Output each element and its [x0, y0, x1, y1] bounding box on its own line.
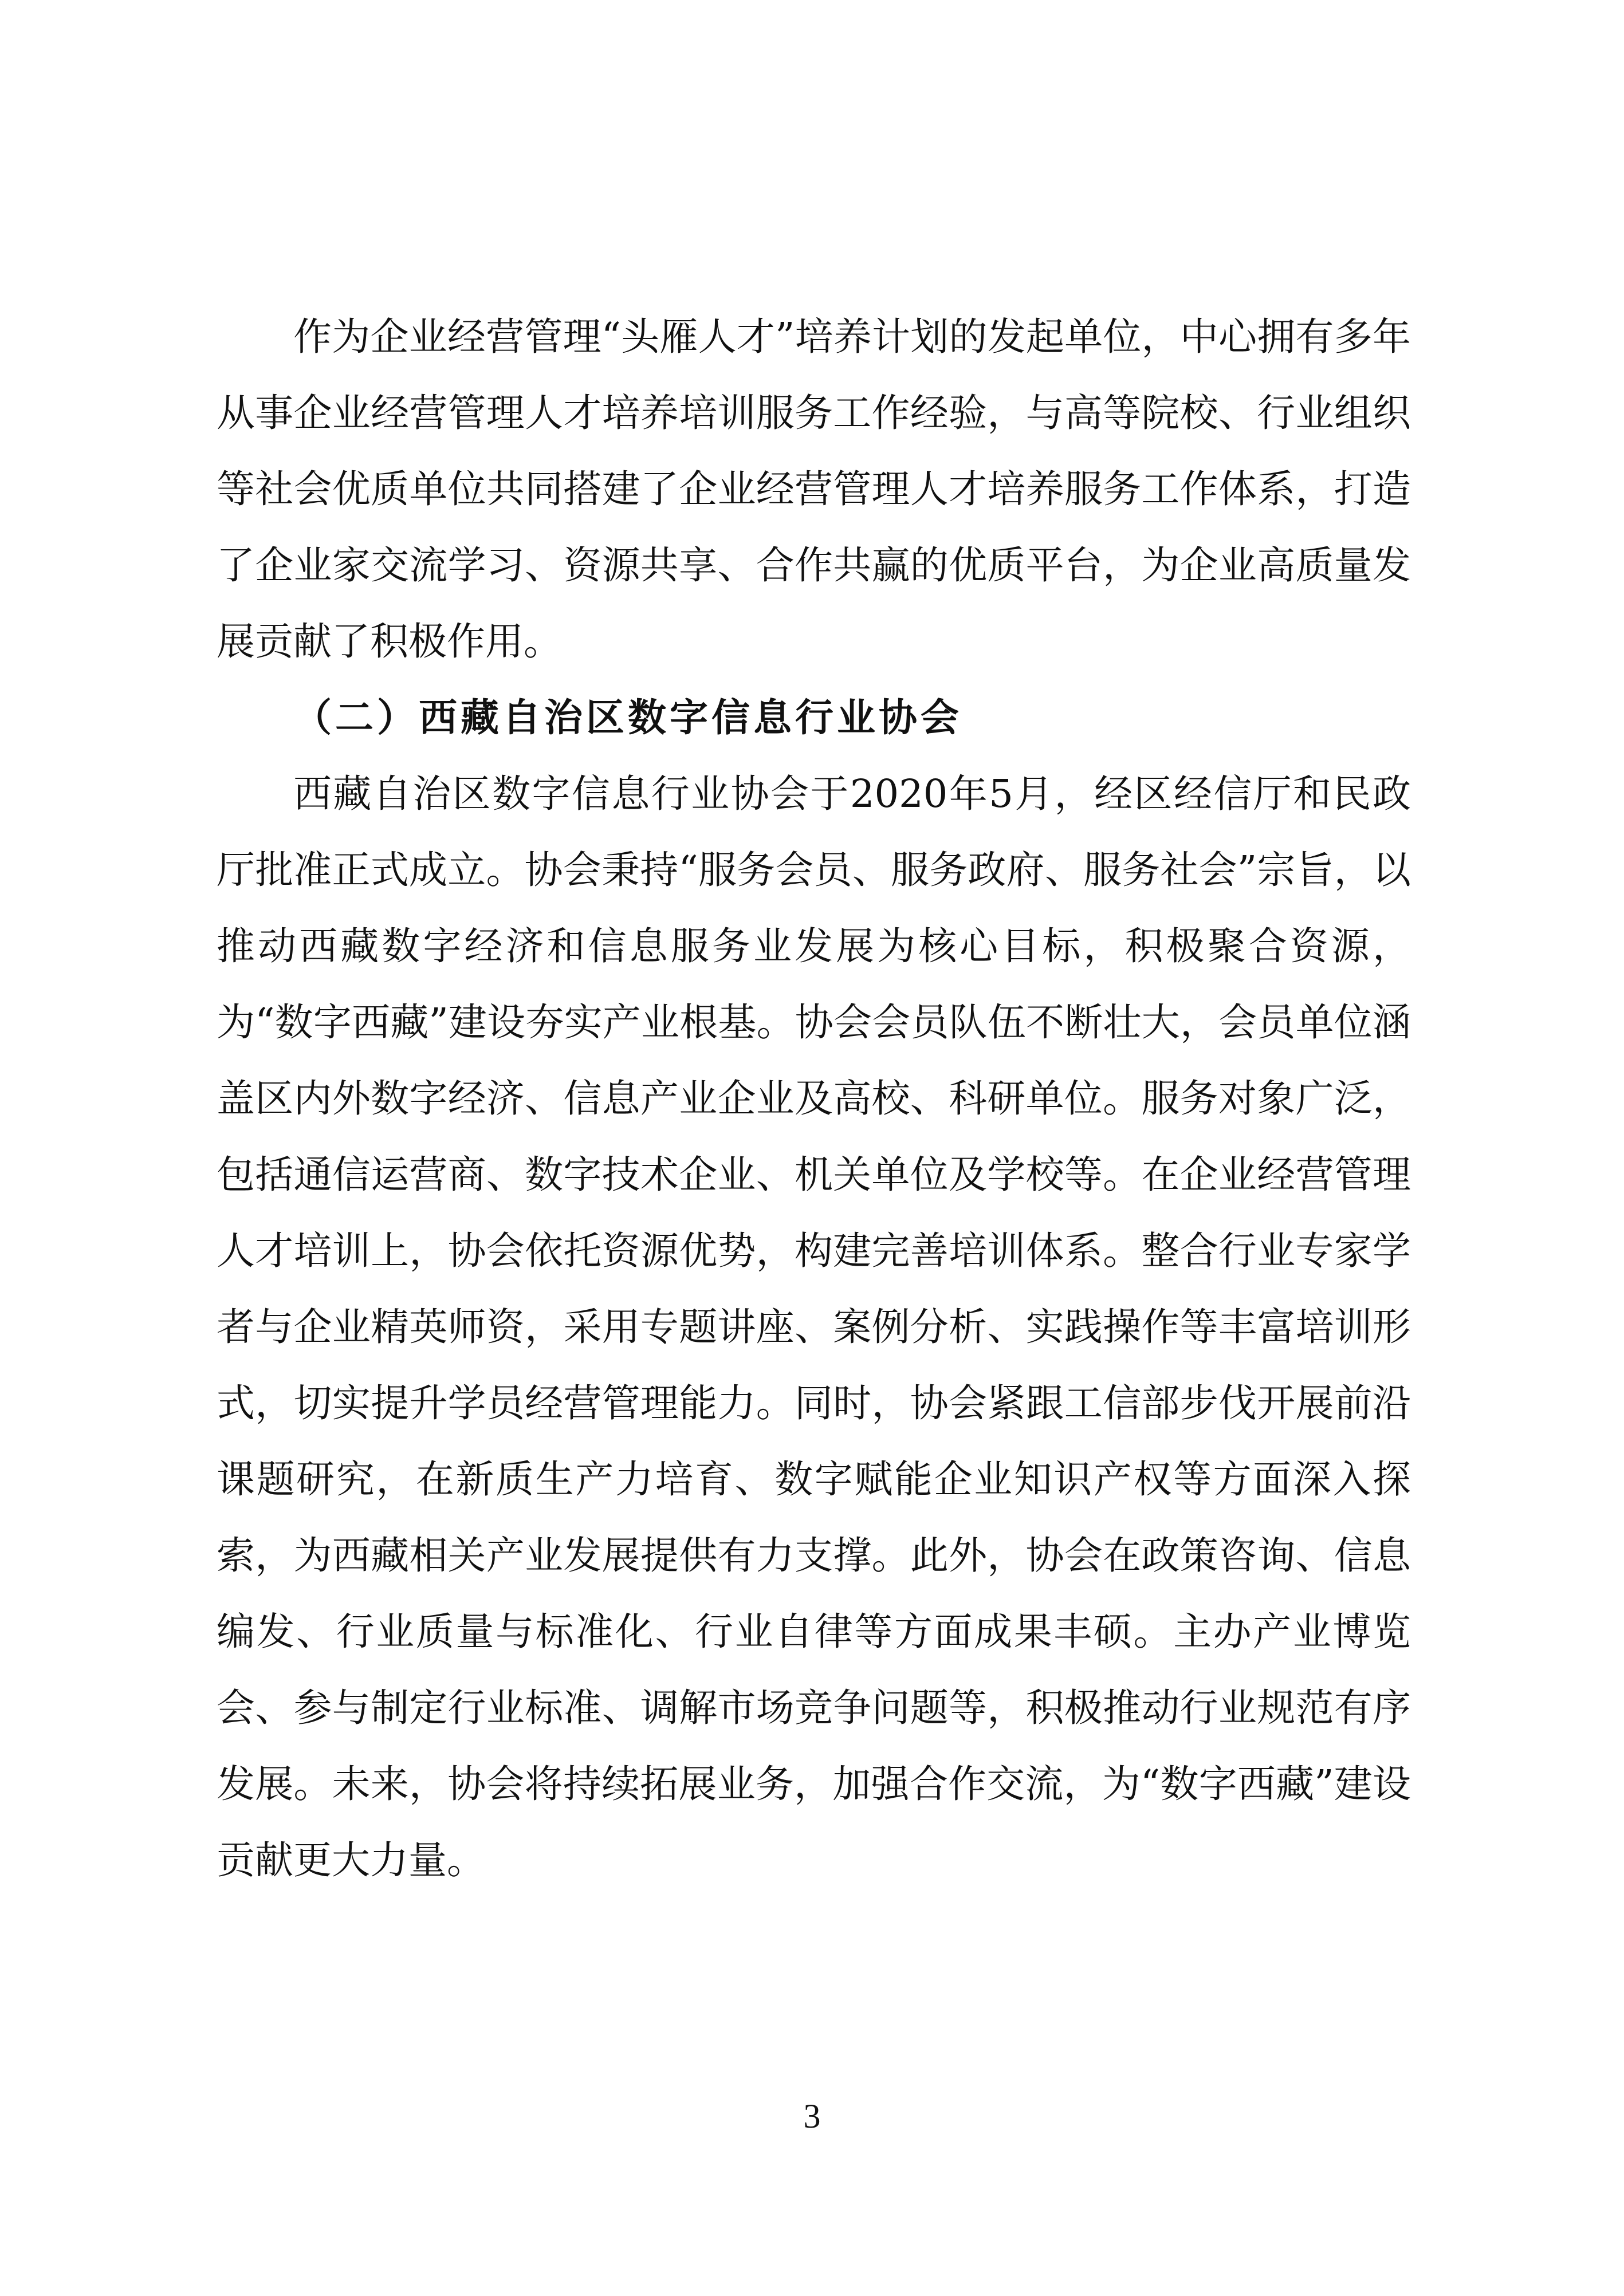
page-number: 3: [803, 2097, 821, 2135]
document-body: [217, 299, 1411, 1899]
intro-paragraph: 作为企业经营管理“头雁人才”培养计划的发起单位，中心拥有多年从事企业经营管理人才培养培训服务工作经验，与高等院校、行业组织等社会优质单位共同搭建了企业经营管理人才培养服务工作体系，打造了企业家交流学习、资源共享、合作共赢的优质平台，为企业高质量发展贡献了积极作用。: [217, 314, 1411, 664]
section-heading: （二）西藏自治区数字信息行业协会: [293, 695, 962, 740]
section-paragraph: 西藏自治区数字信息行业协会于2020年5月，经区经信厅和民政厅批准正式成立。协会秉持“服务会员、服务政府、服务社会”宗旨，以推动西藏数字经济和信息服务业发展为核心目标，积极聚合资源，为“数字西藏”建设夯实产业根基。协会会员队伍不断壮大，会员单位涵盖区内外数字经济、信息产业企业及高校、科研单位。服务对象广泛，包括通信运营商、数字技术企业、机关单位及学校等。在企业经营管理人才培训上，协会依托资源优势，构建完善培训体系。整合行业专家学者与企业精英师资，采用专题讲座、案例分析、实践操作等丰富培训形式，切实提升学员经营管理能力。同时，协会紧跟工信部步伐开展前沿课题研究，在新质生产力培育、数字赋能企业知识产权等方面深入探索，为西藏相关产业发展提供有力支撑。此外，协会在政策咨询、信息编发、行业质量与标准化、行业自律等方面成果丰硕。主办产业博览会、参与制定行业标准、调解市场竞争问题等，积极推动行业规范有序发展。未来，协会将持续拓展业务，加强合作交流，为“数字西藏”建设贡献更大力量。: [217, 771, 1411, 1883]
